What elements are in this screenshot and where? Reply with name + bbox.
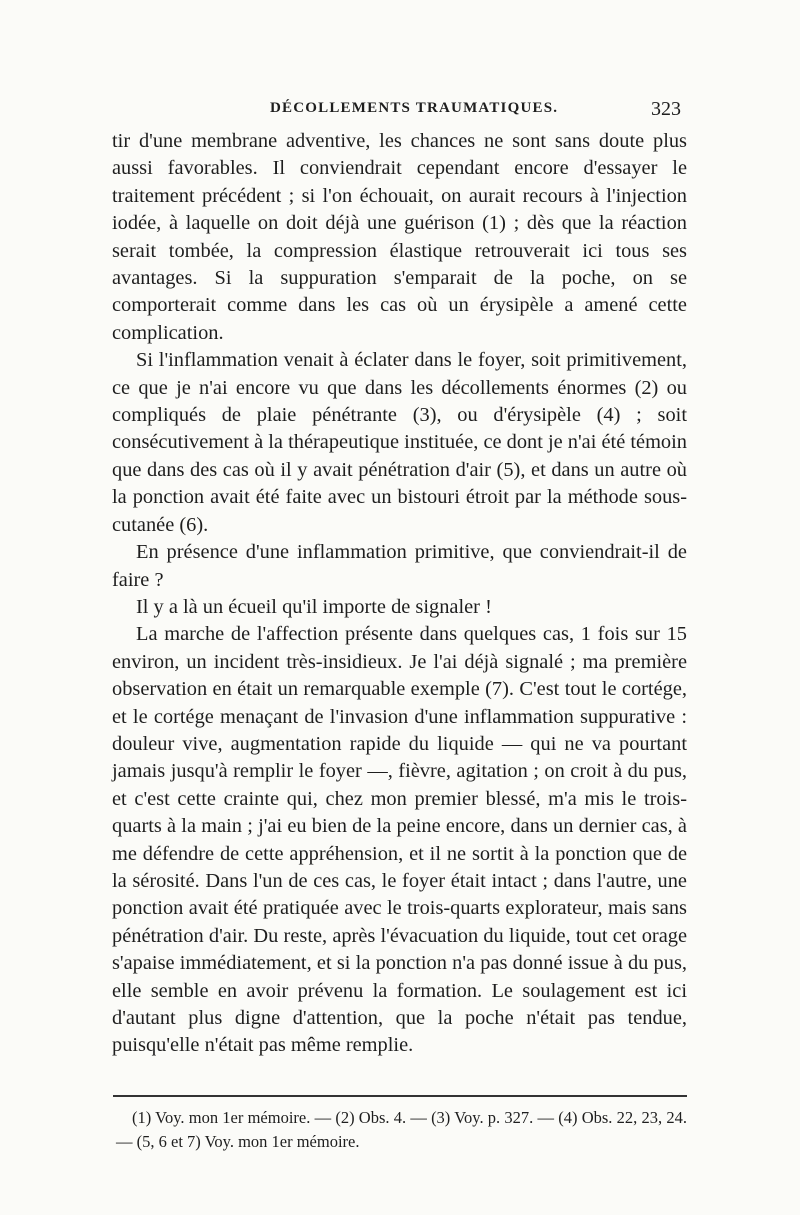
paragraph-question: En présence d'une inflammation primitive, que conviendrait-il de faire ? <box>112 541 687 591</box>
footnote-rule <box>113 1095 687 1097</box>
page-number: 323 <box>651 98 681 120</box>
paragraph-continuation: tir d'une membrane adventive, les chances ne sont sans doute plus aussi favorables. Il conviendrait cependant encore d'essayer le traitement précédent ; si l'on échouait, on aurait recours à l'injection iodée, à laquelle on doit déjà une guérison (1) ; dès que la réaction serait tombée, la compression élastique retrouverait ici tous ses avantages. Si la suppuration s'emparait de la poche, on se comporterait comme dans les cas où un érysipèle a amené cette complication. <box>112 130 687 344</box>
footnote: (1) Voy. mon 1er mémoire. — (2) Obs. 4. — (3) Voy. p. 327. — (4) Obs. 22, 23, 24. — (5, 6 et 7) Voy. mon 1er mémoire. <box>116 1108 687 1151</box>
running-head <box>112 100 687 124</box>
paragraph-inflammation: Si l'inflammation venait à éclater dans le foyer, soit primitivement, ce que je n'ai encore vu que dans les décollements énormes (2) ou compliqués de plaie pénétrante (3), ou d'érysipèle (4) ; soit consécutivement à la thérapeutique instituée, ce dont je n'ai été témoin que dans des cas où il y avait pénétration d'air (5), et dans un autre où la ponction avait été faite avec un bistouri étroit par la méthode sous-cutanée (6). <box>112 349 687 536</box>
body-text <box>112 128 687 1060</box>
running-title: DÉCOLLEMENTS TRAUMATIQUES. <box>270 100 559 116</box>
paragraph-warning: Il y a là un écueil qu'il importe de signaler ! <box>136 595 492 618</box>
paragraph-incident: La marche de l'affection présente dans quelques cas, 1 fois sur 15 environ, un incident très-insidieux. Je l'ai déjà signalé ; ma première observation en était un remarquable exemple (7). C'est tout le cortége, et le cortége menaçant de l'invasion d'une inflammation suppurative : douleur vive, augmentation rapide du liquide — qui ne va pourtant jamais jusqu'à remplir le foyer —, fièvre, agitation ; on croit à du pus, et c'est cette crainte qui, chez mon premier blessé, m'a mis le trois-quarts à la main ; j'ai eu bien de la peine encore, dans un dernier cas, à me défendre de cette appréhension, et il ne sortit à la ponction que de la sérosité. Dans l'un de ces cas, le foyer était intact ; dans l'autre, une ponction avait été pratiquée avec le trois-quarts explorateur, mais sans pénétration d'air. Du reste, après l'évacuation du liquide, tout cet orage s'apaise immédiatement, et si la ponction n'a pas donné issue à du pus, elle semble en avoir prévenu la formation. Le soulagement est ici d'autant plus digne d'attention, que la poche n'était pas tendue, puisqu'elle n'était pas même remplie. <box>112 623 687 1057</box>
